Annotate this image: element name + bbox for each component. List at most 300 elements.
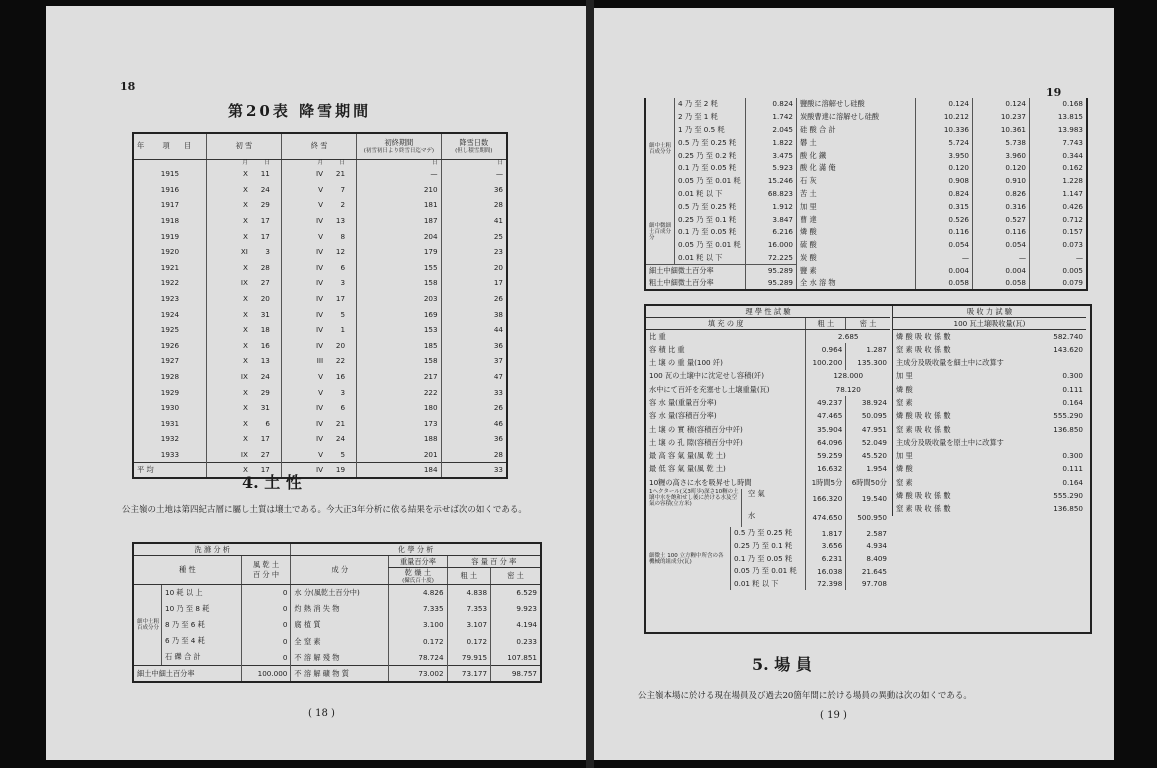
header-days <box>441 133 507 159</box>
table-row <box>133 244 507 260</box>
unit-month: 月 <box>242 160 248 166</box>
last-snow-cell <box>281 338 356 354</box>
absorb-label-cell: 燐 酸 吸 收 係 數 <box>896 331 951 341</box>
table-row <box>133 322 507 338</box>
first-snow-cell <box>206 276 281 292</box>
last-snow-month: IV <box>316 434 324 444</box>
table-row <box>645 226 1087 239</box>
last-snow-cell <box>281 229 356 245</box>
air-dry-cell: 0 <box>241 617 291 633</box>
coarse-cell: 3.107 <box>447 617 491 633</box>
fine-cell: 13.815 <box>1030 111 1088 124</box>
phys-fine-cell: 50.095 <box>846 410 890 423</box>
year-cell: 1922 <box>160 278 180 288</box>
capacity-label: 1ヘクタール(又3町歩)深さ10糎の土壌中水を飽和せし後に於ける水及空氣の容積(立方米) <box>649 489 739 508</box>
last-snow-month: V <box>318 372 324 382</box>
absorb-value-cell: 136.850 <box>1053 424 1083 434</box>
phys-label-cell: 最 低 容 氣 量(風 乾 土) <box>649 464 726 474</box>
year-cell: 1915 <box>160 169 180 179</box>
dry-soil-cell: 0.054 <box>916 239 973 252</box>
first-snow-cell <box>206 447 281 463</box>
first-snow-cell <box>206 338 281 354</box>
table-row <box>645 264 1087 277</box>
component-cell: 全 窒 素 <box>291 633 389 649</box>
component-cell: 鹽 素 <box>797 264 916 277</box>
year-cell: 1929 <box>160 387 180 397</box>
dry-soil-cell: 0.526 <box>916 213 973 226</box>
size-label-cell: 0.01 粍 以 下 <box>678 188 723 198</box>
days-cell: 36 <box>441 432 507 448</box>
table-row <box>133 260 507 276</box>
first-snow-day: 27 <box>260 278 270 288</box>
year-cell: 1925 <box>160 325 180 335</box>
table-row <box>645 149 1087 162</box>
phys-label-cell: 土 壌 の 重 量(100 竏) <box>649 358 723 368</box>
table-row <box>893 489 1087 502</box>
first-snow-cell <box>206 416 281 432</box>
soil-analysis-table <box>132 542 542 683</box>
dry-soil-cell: 73.002 <box>389 666 447 682</box>
header-period-label: 初終期間 <box>384 138 414 148</box>
physical-test-table <box>646 306 890 590</box>
header-first-snow: 初 雪 <box>206 133 281 159</box>
fine-size-label: 0.5 乃 至 0.25 粍 <box>734 528 793 538</box>
period-cell: 158 <box>357 276 441 292</box>
phys-coarse-cell: 1時間5分 <box>806 476 846 489</box>
last-snow-day: 13 <box>335 216 346 226</box>
last-snow-day: 5 <box>340 449 346 459</box>
last-snow-month: III <box>316 356 324 366</box>
last-snow-day: 6 <box>340 403 346 413</box>
air-dry-cell: 0 <box>241 585 291 601</box>
period-cell: 179 <box>357 244 441 260</box>
period-cell: 187 <box>357 213 441 229</box>
dry-soil-cell: 0.004 <box>916 264 973 277</box>
last-snow-cell <box>281 322 356 338</box>
absorb-label-cell: 加 里 <box>896 451 913 461</box>
first-snow-cell <box>206 291 281 307</box>
page-number-top: 19 <box>1046 86 1062 99</box>
table-row <box>893 370 1087 383</box>
fine-cell: 1.228 <box>1030 175 1088 188</box>
unit-day: 日 <box>264 160 270 166</box>
group-label: 細中土粗百成分分 <box>645 98 675 200</box>
days-cell: 46 <box>441 416 507 432</box>
first-snow-cell <box>206 167 281 183</box>
capacity-label-cell <box>646 489 806 527</box>
header-coarse: 粗 土 <box>447 568 491 585</box>
header-last-snow: 終 雪 <box>281 133 356 159</box>
absorb-value-cell: 555.290 <box>1053 491 1083 501</box>
last-snow-cell <box>281 291 356 307</box>
coarse-cell: 0.058 <box>973 277 1030 290</box>
last-snow-day: 5 <box>340 309 346 319</box>
table-row <box>645 239 1087 252</box>
fine-cell: 0.162 <box>1030 162 1088 175</box>
fine-group-label: 細微土 100 立方糎中所含の各機械的組成分(瓦) <box>649 552 724 565</box>
year-cell: 1930 <box>160 403 180 413</box>
phys-value-cell: 128.000 <box>806 370 890 383</box>
first-snow-cell <box>206 182 281 198</box>
fine-cell: 0.168 <box>1030 98 1088 111</box>
book-gutter <box>586 0 594 768</box>
phys-coarse-cell: 59.259 <box>806 450 846 463</box>
phys-coarse-cell: 100.200 <box>806 356 846 369</box>
coarse-cell: 0.910 <box>973 175 1030 188</box>
air-dry-cell: 0 <box>241 650 291 666</box>
fine-cell: 7.743 <box>1030 136 1088 149</box>
period-cell: 155 <box>357 260 441 276</box>
table-row <box>893 423 1087 436</box>
fine-cell: 0.073 <box>1030 239 1088 252</box>
year-cell: 平 均 <box>133 463 206 479</box>
last-snow-cell <box>281 182 356 198</box>
absorb-label-cell: 燐 酸 <box>896 464 913 474</box>
year-cell: 1918 <box>160 216 180 226</box>
table-row <box>646 330 890 343</box>
capacity-air-label: 空 氣 <box>748 489 765 499</box>
first-snow-month: X <box>242 356 248 366</box>
table-row <box>893 476 1087 489</box>
period-cell: 210 <box>357 182 441 198</box>
group-label: 細中微細土百成分分 <box>645 200 675 264</box>
dry-soil-cell: 0.120 <box>916 162 973 175</box>
absorb-label-cell: 燐 酸 <box>896 384 913 394</box>
period-cell: 180 <box>357 400 441 416</box>
fine-size-label: 0.05 乃 至 0.01 粍 <box>734 566 797 576</box>
component-cell: 石 灰 <box>797 175 916 188</box>
coarse-cell: 0.316 <box>973 200 1030 213</box>
table-row <box>646 450 890 463</box>
first-snow-cell <box>206 385 281 401</box>
phys-fine-cell: 47.951 <box>846 423 890 436</box>
dry-soil-cell: 0.315 <box>916 200 973 213</box>
year-cell: 1924 <box>160 309 180 319</box>
coarse-cell: 0.116 <box>973 226 1030 239</box>
phys-label-cell: 最 高 容 氣 量(風 乾 土) <box>649 451 726 461</box>
fine-label-wrap <box>646 527 805 590</box>
period-cell: 185 <box>357 338 441 354</box>
header-dry-soil-1: 乾 燥 土 <box>404 568 432 578</box>
dry-soil-cell: 0.124 <box>916 98 973 111</box>
absorb-label-cell: 窒 素 吸 收 係 數 <box>896 424 951 434</box>
phys-header-item: 填 充 の 度 <box>646 318 806 330</box>
absorb-label-cell: 燐 酸 吸 收 係 數 <box>896 411 951 421</box>
last-snow-day: 21 <box>335 418 346 428</box>
days-cell: — <box>441 167 507 183</box>
table-row <box>893 436 1087 449</box>
absorb-note-cell: 主成分及吸收量を細土中に改算す <box>896 358 1004 368</box>
fine-cell: 98.757 <box>491 666 541 682</box>
fine-coarse-cell: 6.231 <box>806 553 846 566</box>
first-snow-cell <box>206 369 281 385</box>
first-snow-month: X <box>242 434 248 444</box>
first-snow-cell <box>206 229 281 245</box>
period-cell: 203 <box>357 291 441 307</box>
phys-fine-cell: 1.287 <box>846 343 890 356</box>
days-cell: 25 <box>441 229 507 245</box>
phys-fine-cell: 6時間50分 <box>846 476 890 489</box>
header-dry-soil-2: (攝氏百十度) <box>402 578 434 585</box>
section-4-text: 公主嶺の土地は第四紀古層に屬し土質は壌土である。今大正3年分析に依る結果を示せば次の如くである。 <box>122 505 527 515</box>
left-page <box>46 6 586 760</box>
component-cell: 燐 酸 <box>797 226 916 239</box>
phys-label-cell: 100 瓦の土壌中に沈定せし容積(竏) <box>649 371 765 381</box>
fine-cell: 9.923 <box>491 601 541 617</box>
group-label: 細中土粗百成分分 <box>137 619 160 632</box>
header-period <box>357 133 441 159</box>
phys-fine-cell: 45.520 <box>846 450 890 463</box>
first-snow-cell <box>206 307 281 323</box>
fine-size-label: 0.1 乃 至 0.05 粍 <box>734 553 793 563</box>
unit-days: 日 <box>441 159 507 167</box>
table-row <box>645 213 1087 226</box>
first-snow-month: X <box>242 325 248 335</box>
dry-soil-cell: 4.826 <box>389 585 447 601</box>
last-snow-cell <box>281 276 356 292</box>
dry-soil-cell: 7.335 <box>389 601 447 617</box>
component-cell: 全 水 溶 物 <box>797 277 916 290</box>
table-row <box>645 162 1087 175</box>
table-row <box>133 291 507 307</box>
last-snow-day: 3 <box>340 387 346 397</box>
days-cell: 36 <box>441 182 507 198</box>
component-cell: 不 溶 解 礦 物 質 <box>291 666 389 682</box>
last-snow-month: V <box>318 200 324 210</box>
table-row <box>893 330 1087 343</box>
size-label-cell: 0.25 乃 至 0.2 粍 <box>678 150 737 160</box>
capacity-kinds <box>741 489 765 527</box>
first-snow-day: 17 <box>260 434 270 444</box>
phys-header-coarse: 粗 土 <box>806 318 846 330</box>
component-cell: 酸 化 鐵 <box>797 149 916 162</box>
absorb-label-cell: 加 里 <box>896 371 913 381</box>
size-value-cell: 5.923 <box>746 162 797 175</box>
last-snow-day: 16 <box>335 372 346 382</box>
phys-label-cell: 容 水 量(重量百分率) <box>649 398 717 407</box>
size-label-cell: 細土中細微土百分率 <box>645 264 746 277</box>
kind-cell: 細土中細土百分率 <box>133 666 241 682</box>
days-cell: 28 <box>441 198 507 214</box>
phys-coarse-cell: 0.964 <box>806 343 846 356</box>
table-row <box>133 182 507 198</box>
size-label-cell: 粗土中細微土百分率 <box>649 278 714 288</box>
coarse-cell: 10.361 <box>973 124 1030 137</box>
last-snow-cell <box>281 213 356 229</box>
absorb-value-cell: 0.111 <box>1062 464 1083 474</box>
phys-label-cell: 容 水 量(容積百分率) <box>649 411 717 421</box>
table-row <box>645 175 1087 188</box>
unit-day: 日 <box>339 160 346 166</box>
days-cell: 38 <box>441 307 507 323</box>
fine-cell: 0.233 <box>491 633 541 649</box>
coarse-cell: 3.960 <box>973 149 1030 162</box>
size-label-cell: 0.25 乃 至 0.1 粍 <box>678 214 737 224</box>
year-cell: 1919 <box>160 231 180 241</box>
days-cell: 44 <box>441 322 507 338</box>
period-cell: 158 <box>357 354 441 370</box>
last-snow-month: V <box>318 231 324 241</box>
last-snow-day: 22 <box>335 356 346 366</box>
phys-coarse-cell: 16.632 <box>806 463 846 476</box>
header-air-dry-2: 百 分 中 <box>252 570 280 580</box>
fine-cell: 0.712 <box>1030 213 1088 226</box>
table-row <box>133 354 507 370</box>
section-5-text: 公主嶺本場に於ける現在場員及び過去20箇年間に於ける場員の異動は次の如くである。 <box>638 691 972 701</box>
last-snow-month: IV <box>316 325 324 335</box>
kind-label: 10 耗 以 上 <box>165 588 203 598</box>
period-cell: 188 <box>357 432 441 448</box>
component-cell: 硫 酸 <box>797 239 916 252</box>
last-snow-cell <box>281 307 356 323</box>
table-row <box>893 383 1087 396</box>
unit-period: 日 <box>357 159 441 167</box>
capacity-air-row <box>646 489 890 509</box>
last-snow-month: IV <box>316 278 324 288</box>
dry-soil-cell: 0.908 <box>916 175 973 188</box>
table-row <box>646 476 890 489</box>
table-row <box>646 370 890 383</box>
last-snow-month: IV <box>316 340 324 350</box>
days-cell: 37 <box>441 354 507 370</box>
table-row <box>646 356 890 369</box>
last-snow-day: 7 <box>340 184 346 194</box>
period-cell: — <box>357 167 441 183</box>
header-days-label: 降雪日数 <box>459 138 489 148</box>
component-cell: 炭酸曹達に溶解せし硅酸 <box>797 111 916 124</box>
table-row <box>645 277 1087 290</box>
last-snow-month: IV <box>316 247 324 257</box>
table-row <box>646 463 890 476</box>
phys-label-cell: 土 壌 の 實 積(容積百分中竏) <box>649 424 743 434</box>
absorb-label-cell: 窒 素 <box>896 477 913 487</box>
first-snow-month: X <box>242 216 248 226</box>
capacity-air-coarse: 166.320 <box>806 489 846 509</box>
header-dry-soil <box>389 568 447 585</box>
year-cell: 1933 <box>160 449 180 459</box>
fine-cell: 107.851 <box>491 650 541 666</box>
coarse-cell: 7.353 <box>447 601 491 617</box>
kind-list <box>161 585 209 665</box>
last-snow-day: 17 <box>335 294 346 304</box>
size-value-cell: 1.822 <box>746 136 797 149</box>
period-cell: 169 <box>357 307 441 323</box>
header-volume-pct: 容 量 百 分 率 <box>447 556 541 568</box>
unit-row <box>133 159 507 167</box>
table-row <box>133 447 507 463</box>
component-cell: 水 分(風乾土百分中) <box>291 585 389 601</box>
size-value-cell: 95.289 <box>746 264 797 277</box>
unit-month: 月 <box>317 160 324 166</box>
component-cell: 不 溶 解 殘 物 <box>291 650 389 666</box>
phys-label-cell: 土 壌 の 孔 隙(容積百分中竏) <box>649 437 743 447</box>
table-row <box>646 396 890 409</box>
table-row <box>133 400 507 416</box>
days-cell: 36 <box>441 338 507 354</box>
size-label-cell: 0.5 乃 至 0.25 粍 <box>678 201 737 211</box>
first-snow-day: 11 <box>260 169 270 179</box>
days-cell: 33 <box>441 385 507 401</box>
absorb-value-cell: 0.300 <box>1062 451 1083 461</box>
last-snow-month: V <box>318 387 324 397</box>
header-period-note: (初雪初日より終雪日迄マデ) <box>363 148 435 155</box>
first-snow-month: IX <box>240 372 248 382</box>
period-cell: 184 <box>357 463 441 479</box>
phys-label-cell: 10糎の高さに水を吸昇せし時間 <box>649 477 752 487</box>
first-snow-day: 24 <box>260 372 270 382</box>
year-cell: 1932 <box>160 434 180 444</box>
first-snow-month: X <box>242 403 248 413</box>
last-snow-day: 21 <box>335 169 346 179</box>
table-row <box>133 307 507 323</box>
capacity-water-coarse: 474.650 <box>806 509 846 527</box>
unit-first <box>206 159 281 167</box>
table-row <box>893 343 1087 356</box>
year-cell: 1927 <box>160 356 180 366</box>
first-snow-day: 17 <box>260 216 270 226</box>
component-cell: 鹽酸に溶解せし硅酸 <box>797 98 916 111</box>
fine-coarse-cell: 16.038 <box>806 565 846 578</box>
page-number-top: 18 <box>120 80 136 93</box>
first-snow-day: 28 <box>260 262 270 272</box>
snowfall-table <box>132 132 508 479</box>
kind-label: 8 乃 至 6 耗 <box>165 620 205 630</box>
size-value-cell: 16.000 <box>746 239 797 252</box>
first-snow-cell <box>206 198 281 214</box>
last-snow-cell <box>281 432 356 448</box>
table-row <box>646 423 890 436</box>
last-snow-month: IV <box>316 309 324 319</box>
dry-soil-cell: 0.172 <box>389 633 447 649</box>
year-cell: 1928 <box>160 372 180 382</box>
component-cell: 加 里 <box>797 200 916 213</box>
dry-soil-cell: 3.100 <box>389 617 447 633</box>
kind-label: 石 礫 合 計 <box>165 652 201 662</box>
component-cell: 硅 酸 合 計 <box>797 124 916 137</box>
table-row <box>133 276 507 292</box>
absorb-value-cell: 143.620 <box>1053 344 1083 354</box>
first-snow-month: IX <box>240 278 248 288</box>
table-row <box>645 188 1087 201</box>
coarse-cell: 0.004 <box>973 264 1030 277</box>
year-cell: 1916 <box>160 184 180 194</box>
coarse-cell: 10.237 <box>973 111 1030 124</box>
table-row <box>133 385 507 401</box>
kind-group <box>137 585 238 665</box>
fine-cell: 6.529 <box>491 585 541 601</box>
year-cell: 1920 <box>160 247 180 257</box>
table-row <box>893 503 1087 516</box>
year-cell: 1921 <box>160 262 180 272</box>
absorb-value-cell: 0.111 <box>1062 384 1083 394</box>
size-value-cell: 1.912 <box>746 200 797 213</box>
absorb-value-cell: 136.850 <box>1053 504 1083 514</box>
last-snow-cell <box>281 354 356 370</box>
table-row <box>893 463 1087 476</box>
size-label-cell: 0.1 乃 至 0.05 粍 <box>678 163 737 173</box>
phys-coarse-cell: 64.096 <box>806 436 846 449</box>
first-snow-day: 6 <box>265 418 270 428</box>
size-value-cell: 0.824 <box>746 98 797 111</box>
fine-fine-cell: 97.708 <box>846 578 890 591</box>
page-footer: ( 19 ) <box>820 710 847 721</box>
first-snow-month: X <box>242 465 248 475</box>
component-cell: 酸 化 滿 俺 <box>797 162 916 175</box>
first-snow-day: 29 <box>260 200 270 210</box>
coarse-cell: 5.738 <box>973 136 1030 149</box>
fine-fine-cell: 8.409 <box>846 553 890 566</box>
last-snow-day: 19 <box>335 465 346 475</box>
